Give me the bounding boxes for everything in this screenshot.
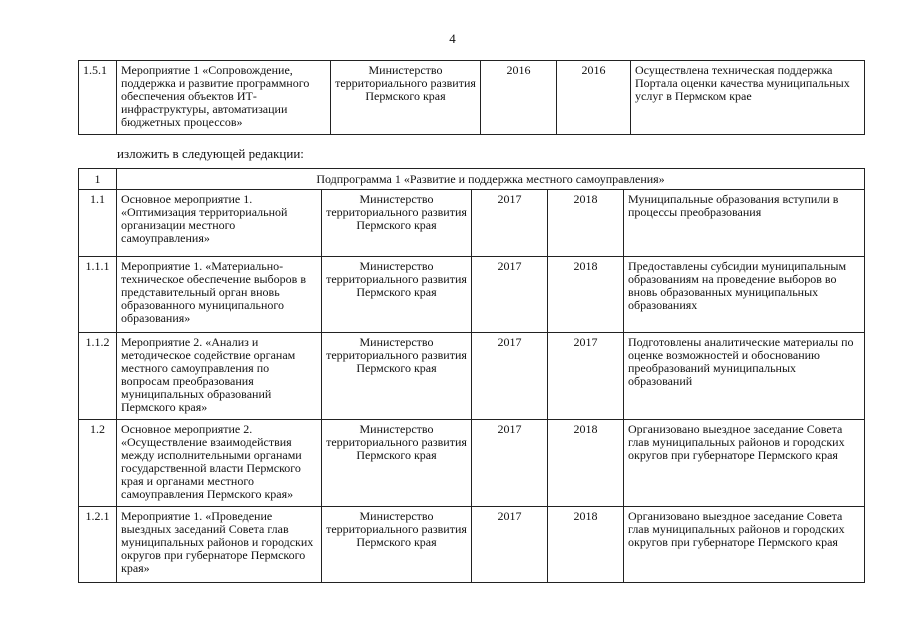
- row-number: 1.2.1: [79, 507, 117, 583]
- result: Предоставлены субсидии муниципальным образованиям на проведение выборов во вновь образованных муниципальных образованиях: [624, 257, 865, 333]
- end-year: 2018: [548, 420, 624, 507]
- start-year: 2017: [472, 420, 548, 507]
- subprogram-row: [79, 169, 865, 190]
- row-number: 1.2: [79, 420, 117, 507]
- result: Организовано выездное заседание Совета глав муниципальных районов и городских округов при губернаторе Пермского края: [624, 420, 865, 507]
- row-number: 1.5.1: [79, 61, 117, 135]
- row-number: 1.1: [79, 190, 117, 257]
- executor: Министерство территориального развития Пермского края: [322, 420, 472, 507]
- page-number: 4: [449, 31, 456, 46]
- table-row: [79, 190, 865, 257]
- end-year: 2018: [548, 190, 624, 257]
- end-year: 2018: [548, 507, 624, 583]
- subprogram-title: Подпрограмма 1 «Развитие и поддержка местного самоуправления»: [117, 169, 865, 190]
- executor: Министерство территориального развития Пермского края: [322, 333, 472, 420]
- activity-name: Мероприятие 2. «Анализ и методическое содействие органам местного самоуправления по вопросам преобразования муниципальных образований Пермского края»: [117, 333, 322, 420]
- result: Организовано выездное заседание Совета глав муниципальных районов и городских округов при губернаторе Пермского края: [624, 507, 865, 583]
- table-row: [79, 507, 865, 583]
- executor: Министерство территориального развития Пермского края: [322, 257, 472, 333]
- activity-name: Мероприятие 1 «Сопровождение, поддержка и развитие программного обеспечения объектов ИТ-инфраструктуры, автоматизации бюджетных процессов»: [117, 61, 331, 135]
- subprogram-number: 1: [79, 169, 117, 190]
- new-activity-table: [78, 168, 865, 583]
- old-activity-table: [78, 60, 865, 135]
- executor: Министерство территориального развития Пермского края: [322, 507, 472, 583]
- table-row: [79, 257, 865, 333]
- executor: Министерство территориального развития Пермского края: [322, 190, 472, 257]
- result: Муниципальные образования вступили в процессы преобразования: [624, 190, 865, 257]
- result: Подготовлены аналитические материалы по оценке возможностей и обоснованию преобразований муниципальных образований: [624, 333, 865, 420]
- activity-name: Основное мероприятие 1. «Оптимизация территориальной организации местного самоуправления»: [117, 190, 322, 257]
- end-year: 2016: [557, 61, 631, 135]
- activity-name: Мероприятие 1. «Проведение выездных заседаний Совета глав муниципальных районов и городских округов при губернаторе Пермского края»: [117, 507, 322, 583]
- intro-text: изложить в следующей редакции:: [117, 146, 304, 161]
- activity-name: Основное мероприятие 2. «Осуществление взаимодействия между исполнительными органами государственной власти Пермского края и органами местного самоуправления Пермского края»: [117, 420, 322, 507]
- table-row: [79, 333, 865, 420]
- table-row: [79, 420, 865, 507]
- start-year: 2017: [472, 257, 548, 333]
- start-year: 2016: [481, 61, 557, 135]
- end-year: 2018: [548, 257, 624, 333]
- activity-name: Мероприятие 1. «Материально-техническое обеспечение выборов в представительный орган вновь образованного муниципального образования»: [117, 257, 322, 333]
- start-year: 2017: [472, 507, 548, 583]
- start-year: 2017: [472, 333, 548, 420]
- row-number: 1.1.2: [79, 333, 117, 420]
- table-row: [79, 61, 865, 135]
- executor: Министерство территориального развития Пермского края: [331, 61, 481, 135]
- result: Осуществлена техническая поддержка Портала оценки качества муниципальных услуг в Пермском крае: [631, 61, 865, 135]
- start-year: 2017: [472, 190, 548, 257]
- row-number: 1.1.1: [79, 257, 117, 333]
- end-year: 2017: [548, 333, 624, 420]
